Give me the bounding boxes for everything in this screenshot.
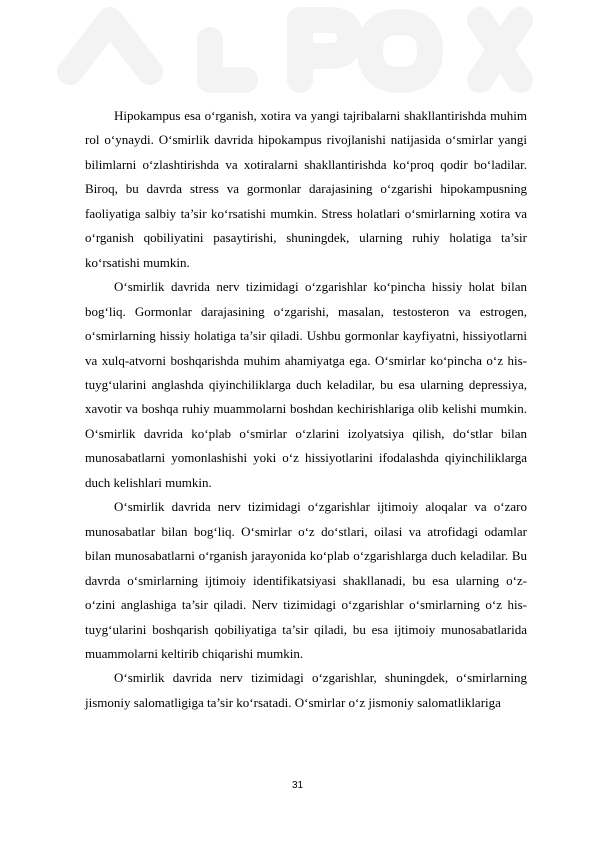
paragraph-hippocampus: Hipokampus esa o‘rganish, xotira va yangi tajribalarni shakllantirishda muhim rol o‘ynaydi. O‘smirlik davrida hipokampus rivojlanishi natijasida o‘smirlar yangi bilimlarni o‘zlashtirishda va xotiralarni shakllantirishda ko‘proq qodir bo‘ladilar. Biroq, bu davrda stress va gormonlar darajasining o‘zgarishi hipokampusning faoliyatiga salbiy ta’sir ko‘rsatishi mumkin. Stress holatlari o‘smirlarning xotira va o‘rganish qobiliyatini pasaytirishi, shuningdek, ularning ruhiy holatiga ta’sir ko‘rsatishi mumkin. xyxy=(85,108,527,270)
paragraph-social-relations: O‘smirlik davrida nerv tizimidagi o‘zgarishlar ijtimoiy aloqalar va o‘zaro munosabatlar bilan bog‘liq. O‘smirlar o‘z do‘stlari, oilasi va atrofidagi odamlar bilan munosabatlarni o‘rganish jarayonida ko‘plab o‘zgarishlarga duch keladilar. Bu davrda o‘smirlarning ijtimoiy identifikatsiyasi shakllanadi, bu esa ularning o‘z-o‘zini anglashiga ta’sir qiladi. Nerv tizimidagi o‘zgarishlar o‘smirlarning o‘z his-tuyg‘ularini boshqarish qobiliyatiga ta’sir qiladi, bu esa ijtimoiy munosabatlarida muammolarni keltirib chiqarishi mumkin. xyxy=(85,499,527,661)
document-body xyxy=(85,104,527,715)
paragraph-emotional-state: O‘smirlik davrida nerv tizimidagi o‘zgarishlar ko‘pincha hissiy holat bilan bog‘liq. Gormonlar darajasining o‘zgarishi, masalan, testosteron va estrogen, o‘smirlarning hissiy holatiga ta’sir qiladi. Ushbu gormonlar kayfiyatni, hissiyotlarni va xulq-atvorni boshqarishda muhim ahamiyatga ega. O‘smirlar ko‘pincha o‘z his-tuyg‘ularini anglashda qiyinchiliklarga duch keladilar, bu esa ularning depressiya, xavotir va boshqa ruhiy muammolarni boshdan kechirishlariga olib kelishi mumkin. O‘smirlik davrida ko‘plab o‘smirlar o‘zlarini izolyatsiya qilish, do‘stlar bilan munosabatlarni yomonlashishi yoki o‘z hissiyotlarini ifodalashda qiyinchiliklarga duch kelishlari mumkin. xyxy=(85,279,527,490)
paragraph-physical-health: O‘smirlik davrida nerv tizimidagi o‘zgarishlar, shuningdek, o‘smirlarning jismoniy salomatligiga ta’sir ko‘rsatadi. O‘smirlar o‘z jismoniy salomatliklariga xyxy=(85,670,527,710)
page-number: 31 xyxy=(291,780,304,791)
